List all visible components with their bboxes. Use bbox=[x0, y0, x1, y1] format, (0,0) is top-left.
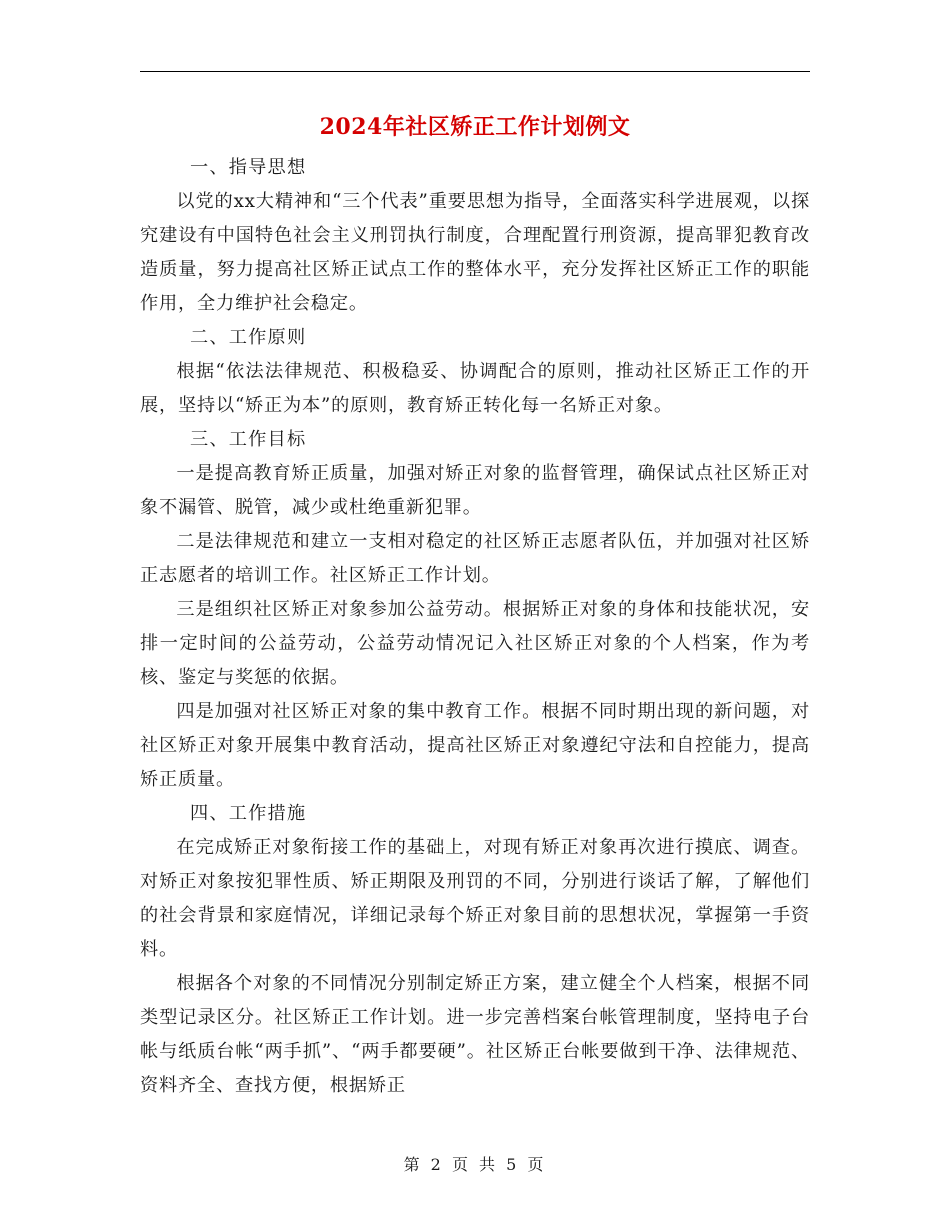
paragraph: 以党的xx大精神和“三个代表”重要思想为指导，全面落实科学进展观，以探究建设有中国特色社会主义刑罚执行制度，合理配置行刑资源，提高罪犯教育改造质量，努力提高社区矫正试点工作的整体水平，充分发挥社区矫正工作的职能作用，全力维护社会稳定。 bbox=[140, 191, 810, 314]
document-body bbox=[140, 151, 810, 1103]
paragraph: 一是提高教育矫正质量，加强对矫正对象的监督管理，确保试点社区矫正对象不漏管、脱管，减少或杜绝重新犯罪。 bbox=[140, 463, 810, 518]
paragraph: 根据各个对象的不同情况分别制定矫正方案，建立健全个人档案，根据不同类型记录区分。社区矫正工作计划。进一步完善档案台帐管理制度，坚持电子台帐与纸质台帐“两手抓”、“两手都要硬”。社区矫正台帐要做到干净、法律规范、资料齐全、查找方便，根据矫正 bbox=[140, 973, 810, 1096]
section-heading-work-measures: 四、工作措施 bbox=[190, 803, 307, 824]
section-heading-guiding-thought: 一、指导思想 bbox=[190, 157, 307, 178]
paragraph: 三是组织社区矫正对象参加公益劳动。根据矫正对象的身体和技能状况，安排一定时间的公益劳动，公益劳动情况记入社区矫正对象的个人档案，作为考核、鉴定与奖惩的依据。 bbox=[140, 599, 810, 688]
paragraph: 在完成矫正对象衔接工作的基础上，对现有矫正对象再次进行摸底、调查。对矫正对象按犯罪性质、矫正期限及刑罚的不同，分别进行谈话了解，了解他们的社会背景和家庭情况，详细记录每个矫正对象目前的思想状况，掌握第一手资料。 bbox=[140, 837, 810, 960]
header-rule bbox=[140, 71, 810, 72]
paragraph: 二是法律规范和建立一支相对稳定的社区矫正志愿者队伍，并加强对社区矫正志愿者的培训工作。社区矫正工作计划。 bbox=[140, 531, 810, 586]
section-heading-work-principle: 二、工作原则 bbox=[190, 327, 307, 348]
paragraph: 根据“依法法律规范、积极稳妥、协调配合的原则，推动社区矫正工作的开展，坚持以“矫正为本”的原则，教育矫正转化每一名矫正对象。 bbox=[140, 361, 810, 416]
page-number: 第 2 页 共 5 页 bbox=[403, 1155, 547, 1174]
document-title: 2024年社区矫正工作计划例文 bbox=[319, 114, 631, 140]
section-heading-work-goal: 三、工作目标 bbox=[190, 429, 307, 450]
paragraph: 四是加强对社区矫正对象的集中教育工作。根据不同时期出现的新问题，对社区矫正对象开展集中教育活动，提高社区矫正对象遵纪守法和自控能力，提高矫正质量。 bbox=[140, 701, 810, 790]
